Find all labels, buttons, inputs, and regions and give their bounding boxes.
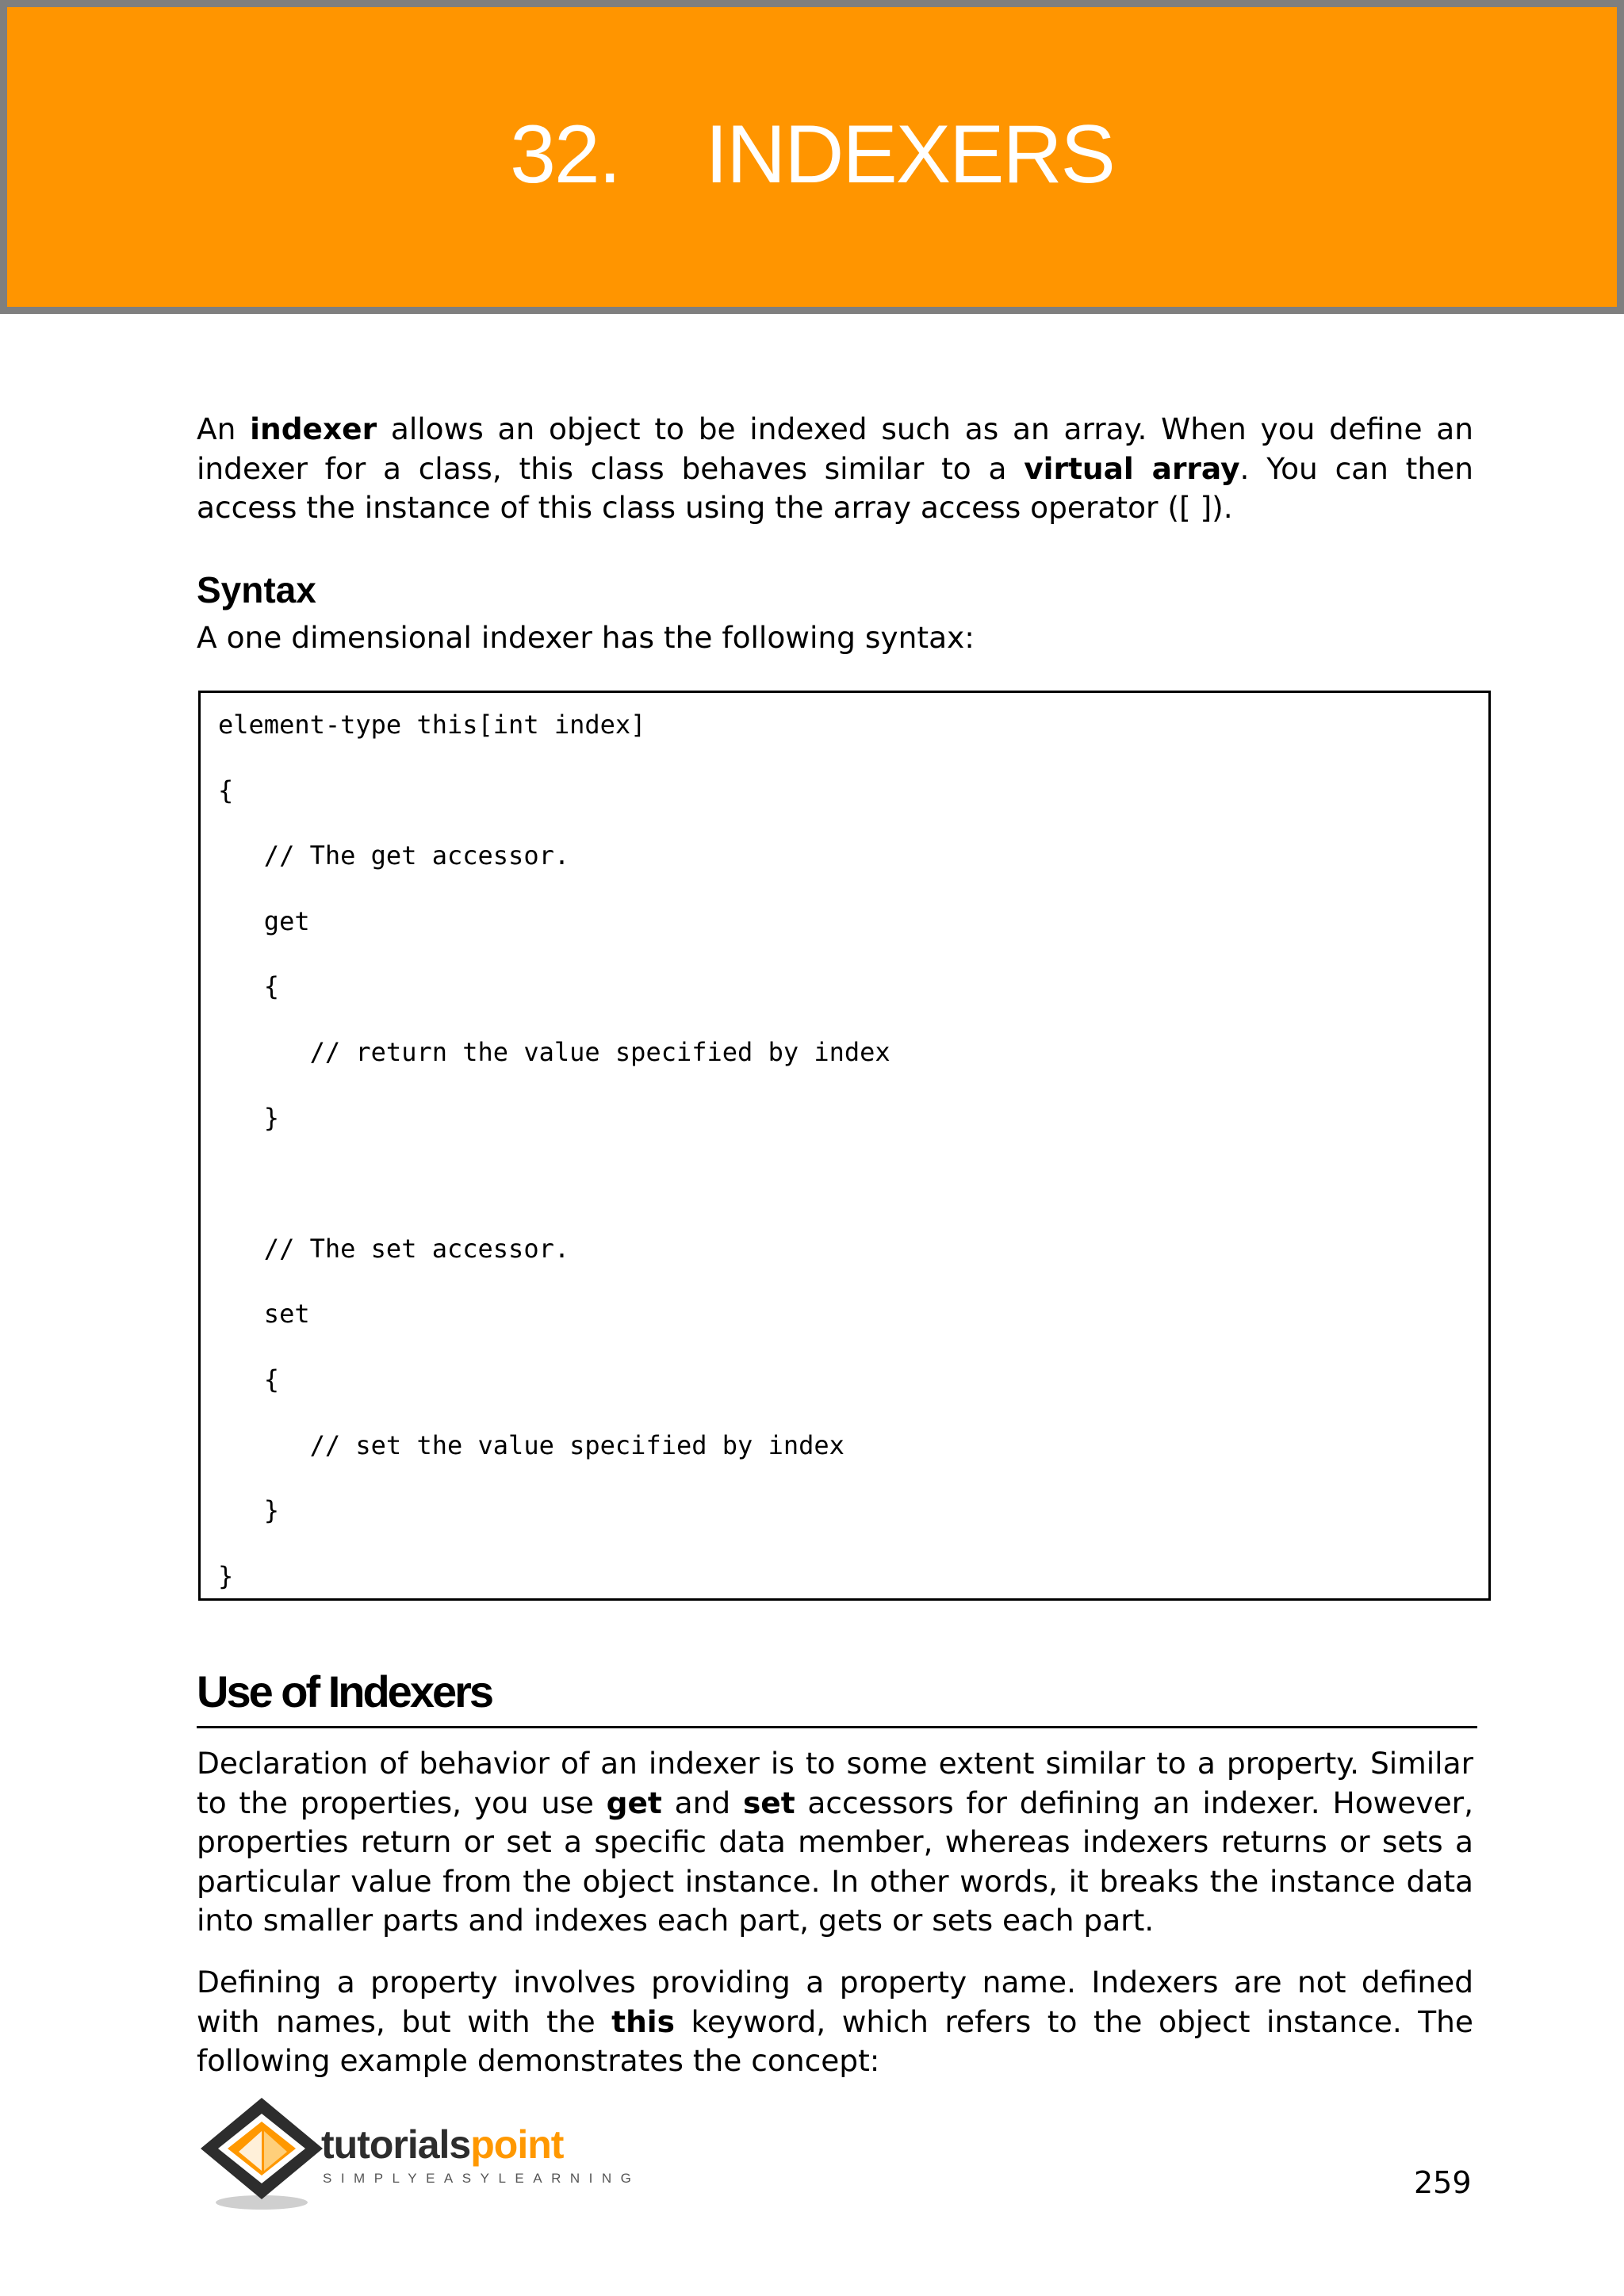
page-number: 259 <box>1414 2165 1472 2200</box>
term-indexer: indexer <box>250 411 377 446</box>
logo-tagline: SIMPLYEASYLEARNING <box>323 2171 641 2186</box>
term-virtual-array: virtual array <box>1024 450 1240 486</box>
use-paragraph-1 <box>197 1744 1473 1941</box>
code-line: get <box>218 906 310 936</box>
para1-text-2: and <box>661 1785 743 1820</box>
chapter-banner <box>0 0 1624 314</box>
logo-word-point: point <box>470 2122 564 2167</box>
para2-text-1: Defining a property involves providing a property name. Indexers are not defined with names, but with the <box>197 1965 1473 2039</box>
keyword-get: get <box>606 1785 662 1820</box>
intro-paragraph <box>197 410 1473 528</box>
code-line: { <box>218 971 280 1001</box>
code-line: // set the value specified by index <box>218 1430 845 1460</box>
code-line: // The set accessor. <box>218 1234 570 1264</box>
code-line: // The get accessor. <box>218 840 570 871</box>
intro-text-1: An <box>197 411 251 446</box>
chapter-title <box>510 109 1114 201</box>
code-line: } <box>218 1561 234 1591</box>
code-line: { <box>218 1364 280 1395</box>
code-line: element-type this[int index] <box>218 710 646 740</box>
code-line: // return the value specified by index <box>218 1037 891 1067</box>
intro-text-3: . You can then access the instance of this class using the array access operator ([ ]). <box>197 450 1473 525</box>
logo-wordmark <box>321 2122 565 2167</box>
code-line: set <box>218 1299 310 1329</box>
syntax-heading: Syntax <box>197 569 316 610</box>
para1-text-1: Declaration of behavior of an indexer is to some extent similar to a property. Similar to the properties, you use <box>197 1746 1473 1820</box>
logo-word-tutorials: tutorials <box>321 2122 471 2167</box>
tutorialspoint-logo <box>194 2093 646 2220</box>
keyword-set: set <box>742 1785 795 1820</box>
chapter-name: INDEXERS <box>705 109 1114 201</box>
use-paragraph-2 <box>197 1963 1473 2081</box>
heading-underline <box>197 1726 1477 1728</box>
chapter-number: 32. <box>510 109 620 201</box>
intro-text-2: allows an object to be indexed such as an array. When you define an indexer for a class, this class behaves similar to a <box>197 411 1473 486</box>
code-line: } <box>218 1495 280 1525</box>
syntax-description: A one dimensional indexer has the following syntax: <box>197 620 975 655</box>
para2-text-2: keyword, which refers to the object instance. The following example demonstrates the concept: <box>197 2003 1474 2078</box>
para1-text-3: accessors for defining an indexer. However, properties return or set a specific data member, whereas indexers returns or sets a particular value from the object instance. In other words, it breaks the instance data into smaller parts and indexes each part, gets or sets each part. <box>197 1785 1473 1938</box>
code-line: { <box>218 775 234 806</box>
code-line: } <box>218 1103 280 1133</box>
code-block <box>198 691 1491 1601</box>
keyword-this: this <box>611 2003 675 2039</box>
section-heading-use-of-indexers: Use of Indexers <box>197 1667 492 1716</box>
